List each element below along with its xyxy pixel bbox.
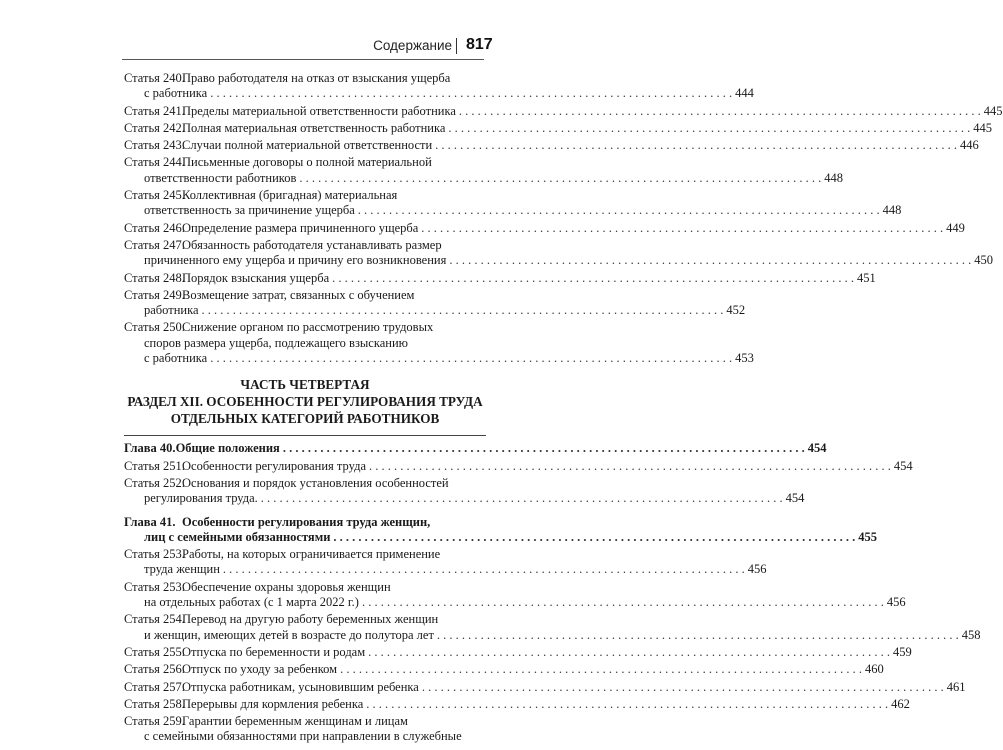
toc-entry-title: ответственности работников [144, 170, 297, 185]
toc-entry-title: Случаи полной материальной ответственности [182, 138, 433, 153]
toc-entry-line [124, 320, 486, 335]
toc-entry-line [124, 86, 754, 101]
toc-entry[interactable] [124, 320, 754, 366]
toc-entry[interactable] [124, 120, 993, 136]
toc-entry[interactable] [124, 155, 843, 186]
toc-entry-line [124, 120, 993, 136]
leader-dots [210, 351, 732, 366]
toc-entry-line [124, 220, 965, 236]
toc-entry-page: 446 [960, 138, 979, 153]
toc-entry-label: Статья 253. [124, 579, 185, 594]
toc-entry[interactable] [124, 138, 979, 153]
toc-entry-line [124, 288, 486, 303]
toc-entry[interactable] [124, 662, 884, 677]
toc-entry-line [124, 515, 486, 530]
toc-entry[interactable] [124, 475, 805, 507]
toc-entry-title: и женщин, имеющих детей в возрасте до полутора лет [144, 627, 434, 642]
toc-entry[interactable] [124, 514, 878, 546]
leader-dots [340, 662, 862, 677]
toc-entry-line [124, 580, 486, 595]
toc-entry-title: лиц с семейными обязанностями [144, 529, 331, 544]
toc-entry-line [124, 476, 486, 491]
toc-list-articles-a [124, 71, 1003, 366]
toc-entry-title: Письменные договоры о полной материальной [182, 155, 432, 170]
toc-entry-label: Статья 255. [124, 644, 185, 659]
toc-entry-page: 449 [946, 220, 965, 235]
toc-entry-line [124, 612, 486, 627]
toc-entry[interactable] [124, 696, 910, 712]
header-title: Содержание [373, 38, 452, 53]
toc-entry-label: Статья 253. [124, 547, 185, 562]
leader-dots [448, 121, 970, 136]
leader-dots [283, 441, 805, 456]
toc-entry[interactable] [124, 579, 906, 611]
leader-dots [449, 253, 971, 268]
toc-entry-title: Особенности регулирования труда [182, 458, 366, 473]
header-rule [122, 59, 484, 60]
toc-entry-title: работника [144, 303, 199, 318]
section-heading-line-2: ОТДЕЛЬНЫХ КАТЕГОРИЙ РАБОТНИКОВ [170, 411, 440, 427]
chapter-40-entry[interactable] [124, 441, 827, 456]
toc-entry-label: Статья 241. [124, 103, 185, 118]
toc-entry-label: Статья 245. [124, 188, 185, 203]
leader-dots [435, 138, 957, 153]
leader-dots [369, 459, 891, 474]
toc-entry-label: Статья 251. [124, 458, 185, 473]
toc-entry-page: 453 [735, 351, 754, 366]
leader-dots [459, 104, 981, 119]
toc-entry-page: 448 [824, 170, 843, 185]
toc-entry-label: Статья 240. [124, 71, 185, 85]
toc-entry-line [124, 203, 902, 218]
toc-entry-page: 450 [974, 253, 993, 268]
toc-entry-line [124, 238, 486, 253]
toc-entry-title: причиненного ему ущерба и причину его возникновения [144, 253, 447, 268]
leader-dots [332, 271, 854, 286]
toc-entry-title: Отпуск по уходу за ребенком [182, 662, 338, 677]
leader-dots [368, 645, 890, 660]
part-heading: ЧАСТЬ ЧЕТВЕРТАЯ [240, 377, 370, 393]
leader-dots [299, 171, 821, 186]
toc-entry-title: Особенности регулирования труда женщин, [182, 514, 431, 529]
toc-entry-line [124, 696, 910, 712]
leader-dots [362, 595, 884, 610]
toc-entry[interactable] [124, 441, 827, 456]
toc-entry-page: 456 [886, 595, 906, 610]
toc-entry-line [124, 270, 876, 286]
toc-entry-title: Определение размера причиненного ущерба [182, 220, 419, 235]
toc-entry-line [124, 336, 486, 351]
toc-entry-page: 445 [983, 103, 1003, 118]
toc-entry-line [124, 491, 805, 506]
toc-entry-title: Гарантии беременным женщинам и лицам [182, 714, 408, 729]
leader-dots [421, 221, 943, 236]
leader-dots [358, 203, 880, 218]
toc-entry-title: Снижение органом по рассмотрению трудовых [182, 320, 434, 335]
toc-entry-page: 444 [735, 86, 754, 101]
toc-entry-label: Статья 243. [124, 138, 185, 153]
toc-entry-page: 445 [973, 120, 993, 135]
toc-entry-label: Статья 246. [124, 220, 185, 235]
toc-entry[interactable] [124, 644, 912, 660]
toc-entry-line [124, 458, 913, 474]
toc-entry[interactable] [124, 220, 965, 236]
toc-entry-line [124, 253, 993, 268]
toc-entry-title: труда женщин [144, 562, 220, 577]
toc-list-articles-b [124, 458, 913, 507]
toc-entry[interactable] [124, 612, 981, 643]
toc-entry-label: Статья 247. [124, 237, 185, 252]
leader-dots [333, 530, 855, 545]
toc-entry-page: 454 [893, 458, 913, 473]
toc-entry-label: Глава 41. [124, 514, 176, 529]
toc-entry-title: регулирования труда. [144, 491, 258, 506]
toc-entry-title: Возмещение затрат, связанных с обучением [182, 287, 415, 302]
divider [124, 435, 486, 436]
toc-entry-line [124, 441, 827, 456]
toc-entry-title: Обязанность работодателя устанавливать размер [182, 237, 442, 252]
toc-entry-line [124, 562, 767, 577]
toc-entry-title: Отпуска работникам, усыновившим ребенка [182, 679, 419, 694]
toc-entry-page: 460 [864, 662, 884, 677]
toc-entry-line [124, 529, 878, 545]
toc-entry-line [124, 155, 486, 170]
toc-entry-page: 454 [785, 491, 805, 506]
toc-entry-page: 461 [946, 679, 966, 694]
toc-content [124, 71, 1003, 747]
toc-entry-line [124, 662, 884, 677]
toc-entry[interactable] [124, 714, 486, 745]
toc-entry-page: 452 [726, 303, 746, 318]
toc-entry[interactable] [124, 188, 902, 219]
toc-entry-title: Перевод на другую работу беременных женщин [182, 612, 439, 627]
toc-entry-line [124, 103, 1003, 119]
toc-entry-page: 455 [858, 529, 878, 544]
toc-entry-line [124, 644, 912, 660]
toc-entry[interactable] [124, 547, 767, 578]
toc-entry-label: Статья 250. [124, 320, 185, 335]
header-separator [456, 38, 457, 54]
toc-entry-label: Статья 258. [124, 696, 185, 711]
toc-entry[interactable] [124, 237, 993, 269]
toc-entry-title: Право работодателя на отказ от взыскания ущерба [182, 71, 451, 85]
toc-entry-label: Статья 248. [124, 270, 185, 285]
toc-entry-label: Статья 249. [124, 287, 185, 302]
toc-entry[interactable] [124, 287, 746, 319]
toc-entry-page: 462 [891, 696, 910, 711]
toc-entry-title: на отдельных работах (с 1 марта 2022 г.) [144, 595, 359, 610]
toc-entry-line [124, 714, 486, 729]
toc-entry-line [124, 729, 486, 744]
toc-entry-page: 451 [857, 270, 876, 285]
leader-dots [366, 697, 888, 712]
toc-entry-label: Статья 257. [124, 679, 185, 694]
toc-entry-label: Статья 244. [124, 155, 185, 170]
toc-entry-title: Обеспечение охраны здоровья женщин [182, 579, 391, 594]
leader-dots [422, 680, 944, 695]
toc-entry-title: Общие положения [175, 441, 280, 456]
toc-entry-label: Глава 40. [124, 441, 176, 456]
toc-entry-title: с работника [144, 351, 208, 366]
toc-entry-title: Отпуска по беременности и родам [182, 644, 366, 659]
toc-entry-line [124, 170, 843, 186]
toc-entry-title: Основания и порядок установления особенностей [182, 475, 449, 490]
toc-entry-line [124, 627, 981, 643]
toc-entry-line [124, 188, 486, 203]
toc-entry-title: Перерывы для кормления ребенка [182, 696, 364, 711]
toc-entry-title: ответственность за причинение ущерба [144, 203, 355, 218]
toc-entry-line [124, 303, 746, 318]
toc-entry-title: Коллективная (бригадная) материальная [182, 188, 398, 203]
leader-dots [202, 303, 724, 318]
page-number: 817 [466, 36, 493, 53]
toc-entry-title: с работника [144, 86, 208, 101]
toc-entry-title: Порядок взыскания ущерба [182, 270, 330, 285]
toc-entry-line [124, 679, 966, 695]
toc-entry[interactable] [124, 270, 876, 286]
section-heading-line-1: РАЗДЕЛ XII. ОСОБЕННОСТИ РЕГУЛИРОВАНИЯ ТРУДА [127, 394, 483, 410]
toc-entry-line [124, 138, 979, 153]
toc-entry-page: 454 [807, 441, 827, 456]
toc-entry-page: 458 [961, 627, 981, 642]
toc-entry-label: Статья 242. [124, 120, 185, 135]
toc-entry-title: Работы, на которых ограничивается применение [182, 547, 441, 562]
toc-entry-line [124, 351, 754, 366]
toc-list-articles-c [124, 547, 981, 745]
leader-dots [210, 86, 732, 101]
chapter-41-entry[interactable] [124, 514, 878, 546]
toc-entry-page: 448 [882, 203, 902, 218]
leader-dots [223, 562, 745, 577]
toc-entry-title: споров размера ущерба, подлежащего взысканию [144, 335, 408, 350]
toc-entry-page: 456 [747, 562, 767, 577]
toc-entry-page: 459 [893, 644, 912, 659]
toc-entry-label: Статья 254. [124, 612, 185, 627]
toc-entry-label: Статья 259. [124, 714, 185, 729]
toc-entry-line [124, 71, 486, 86]
leader-dots [261, 491, 783, 506]
toc-entry-title: Пределы материальной ответственности работника [182, 103, 456, 118]
toc-entry-line [124, 547, 486, 562]
toc-entry[interactable] [124, 458, 913, 474]
toc-entry-label: Статья 252. [124, 475, 185, 490]
toc-entry-title: Полная материальная ответственность работника [182, 120, 446, 135]
page-header [0, 0, 600, 64]
toc-entry[interactable] [124, 679, 966, 695]
toc-entry[interactable] [124, 103, 1003, 119]
toc-entry-label: Статья 256. [124, 662, 185, 677]
toc-entry-line [124, 595, 906, 610]
toc-entry[interactable] [124, 71, 754, 102]
leader-dots [437, 628, 959, 643]
toc-entry-title: с семейными обязанностями при направлении в служебные [144, 729, 462, 744]
